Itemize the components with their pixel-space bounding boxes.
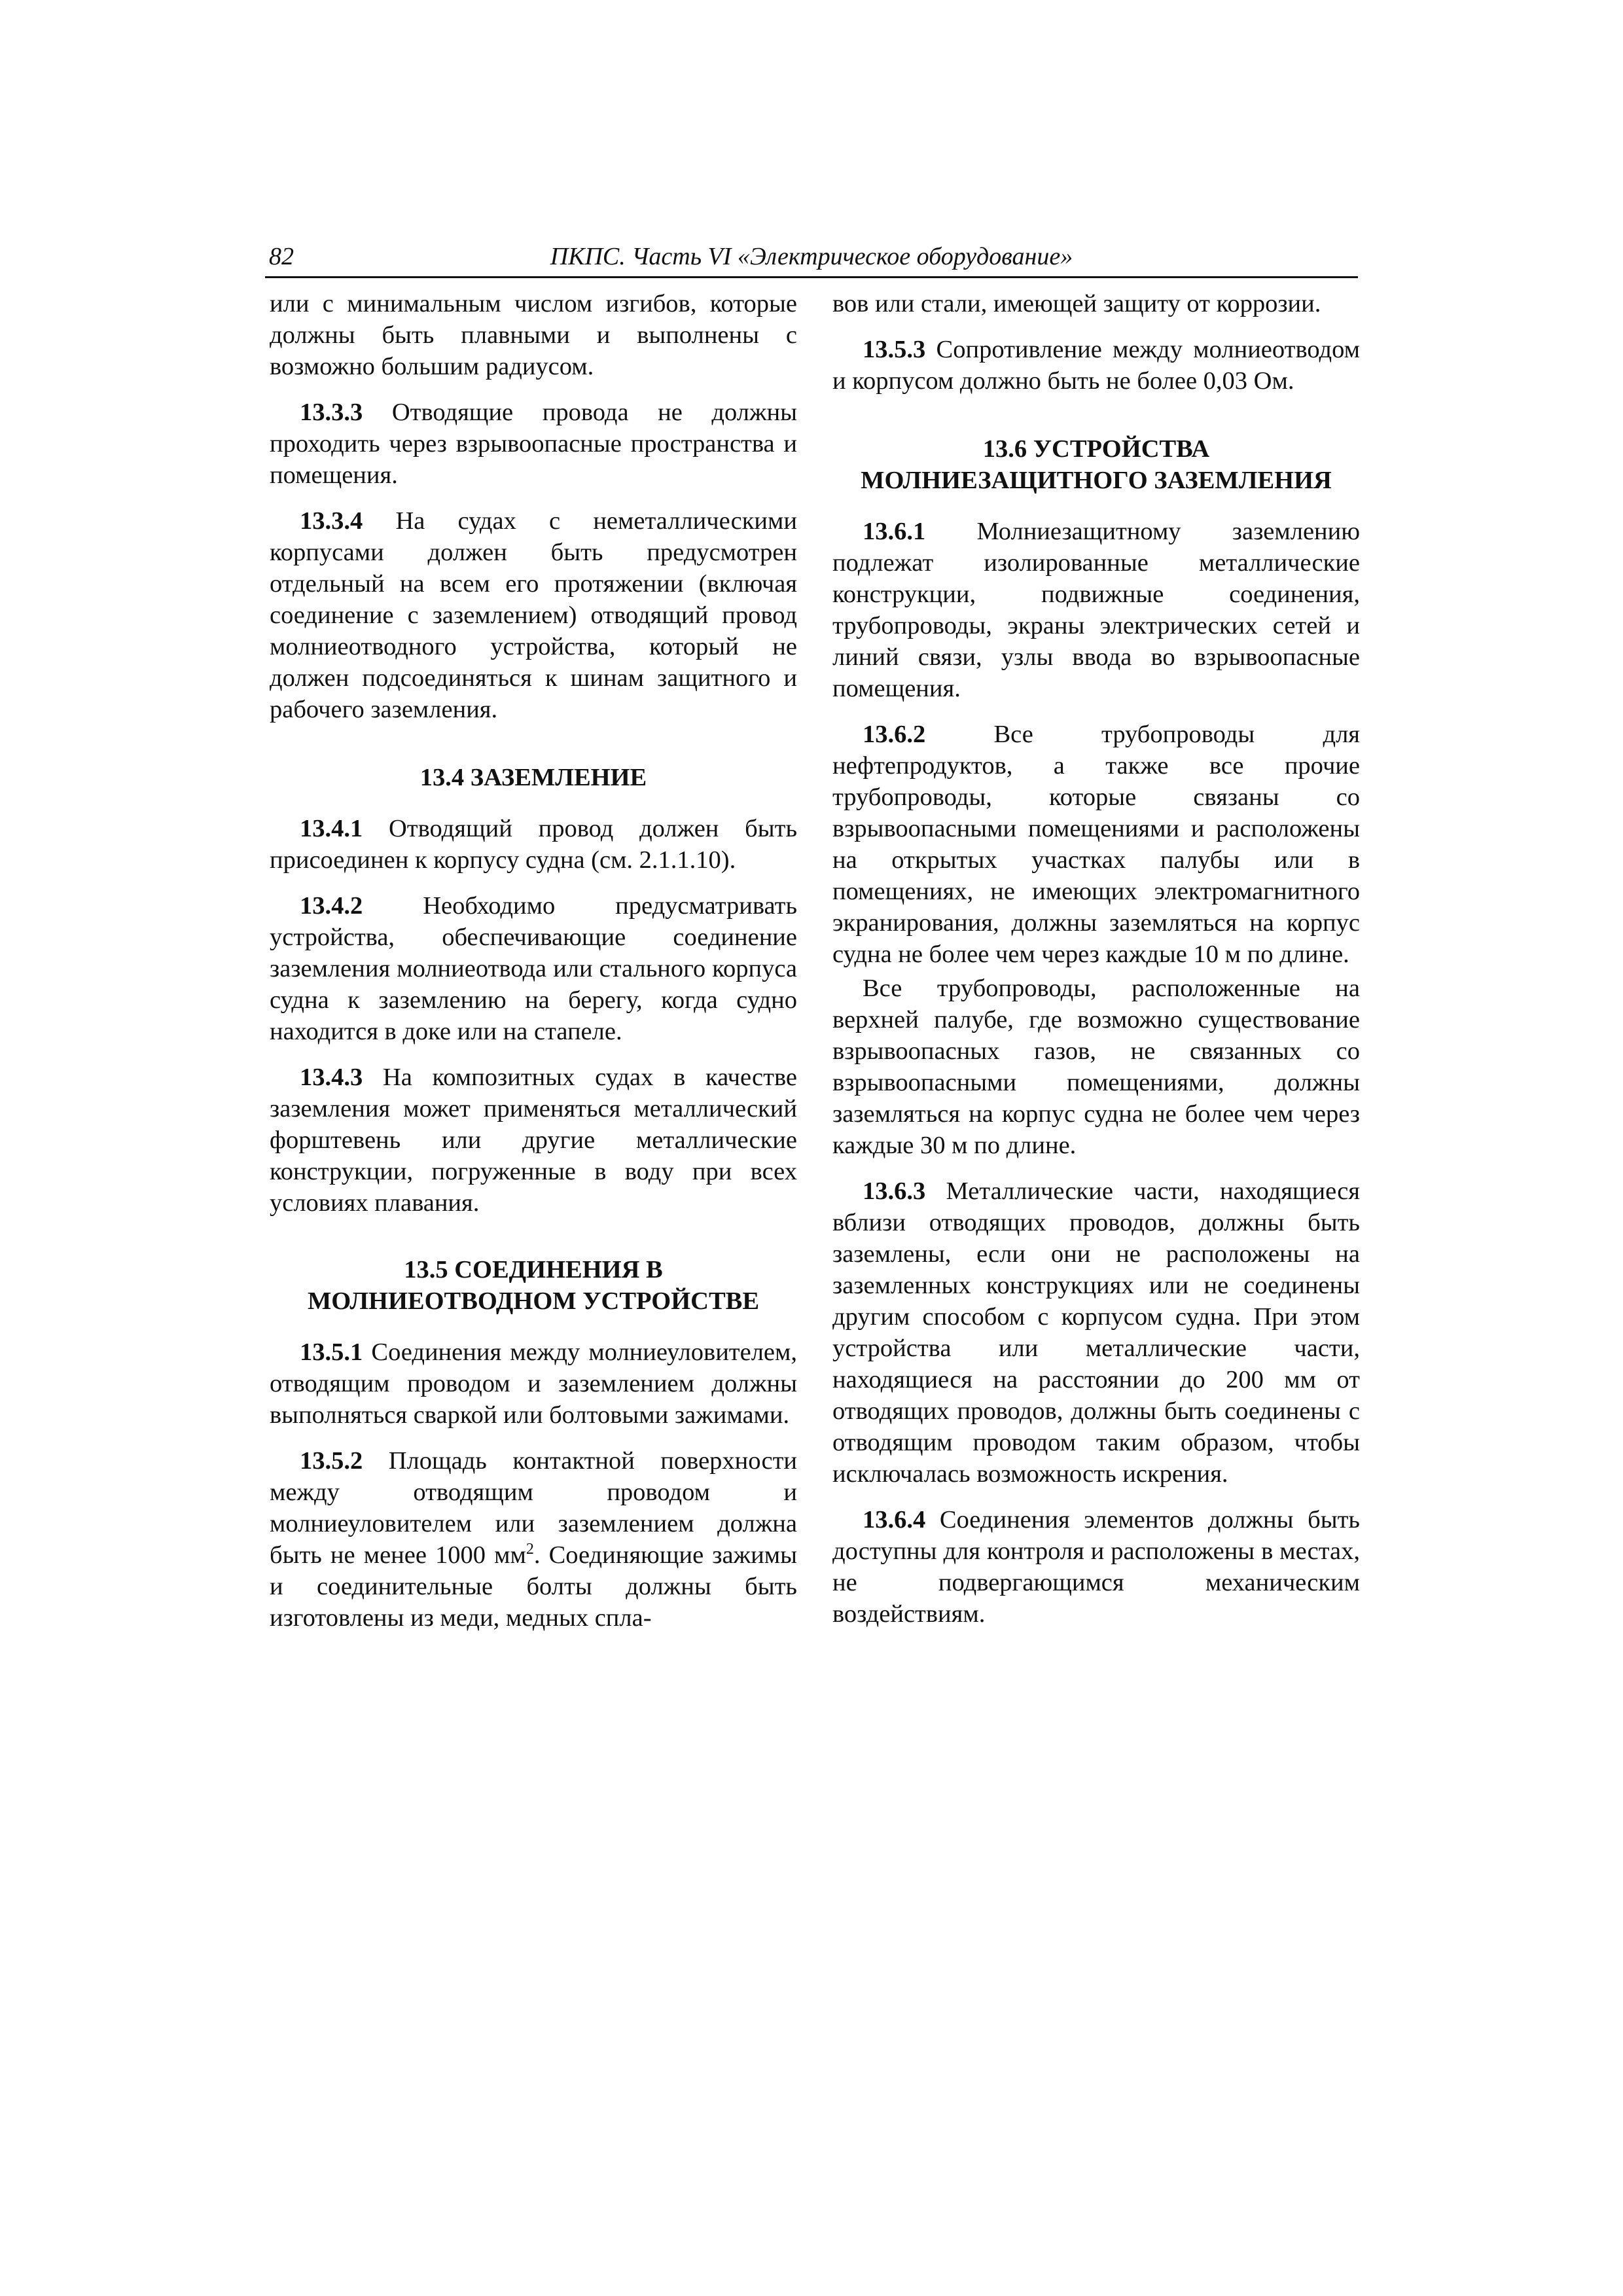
heading-line: 13.5 СОЕДИНЕНИЯ В [404, 1256, 663, 1283]
clause-text: Металлические части, находящиеся вблизи отводящих проводов, должны быть заземлены, если они не расположены на заземленных конструкциях или не соединены другим способом с корпусом судна. При этом устройства или металлические части, находящиеся на расстоянии до 200 мм от отводящих проводов, должны быть соединены с отводящим проводом таким образом, чтобы исключалась возможность искрения. [832, 1177, 1360, 1488]
paragraph-continuation: вов или стали, имеющей защиту от коррозии. [832, 290, 1321, 317]
page-number: 82 [269, 243, 294, 270]
clause-text: На судах с неметаллическими корпусами должен быть предусмотрен отдельный на всем его протяжении (включая соединение с заземлением) отводящий провод молниеотводного устройства, который не должен подсоединяться к шинам защитного и рабочего заземления. [270, 507, 797, 723]
paragraph-continuation: или с минимальным числом изгибов, которые должны быть плавными и выполнены с возможно большим радиусом. [270, 290, 797, 380]
clause-text: Соединения элементов должны быть доступны для контроля и расположены в местах, не подвергающимся механическим воздействиям. [832, 1506, 1360, 1628]
clause-number: 13.3.3 [300, 399, 363, 426]
clause-number: 13.4.1 [300, 815, 363, 842]
clause-number: 13.6.1 [863, 518, 926, 545]
paragraph-13-5-3 [832, 334, 1360, 397]
clause-text: Все трубопроводы для нефтепродуктов, а также все прочие трубопроводы, которые связаны со взрывоопасными помещениями и расположены на открытых участках палубы или в помещениях, не имеющих электромагнитного экранирования, должны заземляться на корпус судна не более чем через каждые 10 м по длине. [832, 721, 1360, 968]
paragraph-13-3-3 [270, 397, 797, 491]
left-column [270, 288, 797, 1648]
paragraph-13-4-1 [270, 813, 797, 876]
paragraph-13-3-4 [270, 505, 797, 725]
heading-line: МОЛНИЕОТВОДНОМ УСТРОЙСТВЕ [307, 1287, 760, 1315]
heading-line: МОЛНИЕЗАЩИТНОГО ЗАЗЕМЛЕНИЯ [861, 467, 1332, 494]
section-heading-13-5 [270, 1254, 797, 1317]
paragraph-13-6-3 [832, 1175, 1360, 1490]
superscript: 2 [526, 1541, 534, 1558]
paragraph-13-4-3 [270, 1062, 797, 1219]
page-header [265, 237, 1358, 278]
heading-line: 13.6 УСТРОЙСТВА [982, 435, 1210, 463]
section-heading-13-6 [832, 433, 1360, 496]
clause-number: 13.6.4 [863, 1506, 926, 1534]
clause-number: 13.3.4 [300, 507, 363, 535]
clause-number: 13.4.2 [300, 892, 363, 920]
clause-text: Отводящие провода не должны проходить через взрывоопасные пространства и помещения. [270, 399, 797, 489]
clause-text: Необходимо предусматривать устройства, обеспечивающие соединение заземления молниеотвода или стального корпуса судна к заземлению на берегу, когда судно находится в доке или на стапеле. [270, 892, 797, 1045]
paragraph-13-6-4 [832, 1504, 1360, 1630]
clause-text: Соединения между молниеуловителем, отводящим проводом и заземлением должны выполняться сваркой или болтовыми зажимами. [270, 1338, 797, 1429]
paragraph-13-6-1 [832, 516, 1360, 704]
clause-number: 13.5.2 [300, 1447, 363, 1475]
clause-number: 13.6.3 [863, 1177, 926, 1205]
right-column [832, 288, 1360, 1644]
clause-text: На композитных судах в качестве заземления может применяться металлический форштевень или другие металлические конструкции, погруженные в воду при всех условиях плавания. [270, 1064, 797, 1217]
clause-text: Площадь контактной поверхности между отводящим проводом и молниеуловителем или заземлением должна быть не менее 1000 мм [270, 1447, 797, 1569]
paragraph-13-6-2-b: Все трубопроводы, расположенные на верхней палубе, где возможно существование взрывоопасных газов, не связанных со взрывоопасными помещениями, должны заземляться на корпус судна не более чем через каждые 30 м по длине. [832, 975, 1360, 1159]
clause-number: 13.5.1 [300, 1338, 363, 1366]
paragraph-13-6-2 [832, 719, 1360, 970]
clause-number: 13.4.3 [300, 1064, 363, 1091]
clause-text: Отводящий провод должен быть присоединен к корпусу судна (см. 2.1.1.10). [270, 815, 797, 874]
paragraph-13-4-2 [270, 890, 797, 1047]
section-heading-13-4: 13.4 ЗАЗЕМЛЕНИЕ [419, 764, 647, 791]
paragraph-13-5-2 [270, 1445, 797, 1634]
clause-text: . Соединяющие зажимы и соединительные болты должны быть изготовлены из меди, медных спла- [270, 1541, 797, 1632]
clause-number: 13.6.2 [863, 721, 926, 748]
clause-text: Молниезащитному заземлению подлежат изолированные металлические конструкции, подвижные соединения, трубопроводы, экраны электрических сетей и линий связи, узлы ввода во взрывоопасные помещения. [832, 518, 1360, 702]
clause-number: 13.5.3 [863, 336, 926, 363]
clause-text: Сопротивление между молниеотводом и корпусом должно быть не более 0,03 Ом. [832, 336, 1360, 395]
paragraph-13-5-1 [270, 1336, 797, 1431]
running-title: ПКПС. Часть VI «Электрическое оборудование» [550, 243, 1073, 270]
